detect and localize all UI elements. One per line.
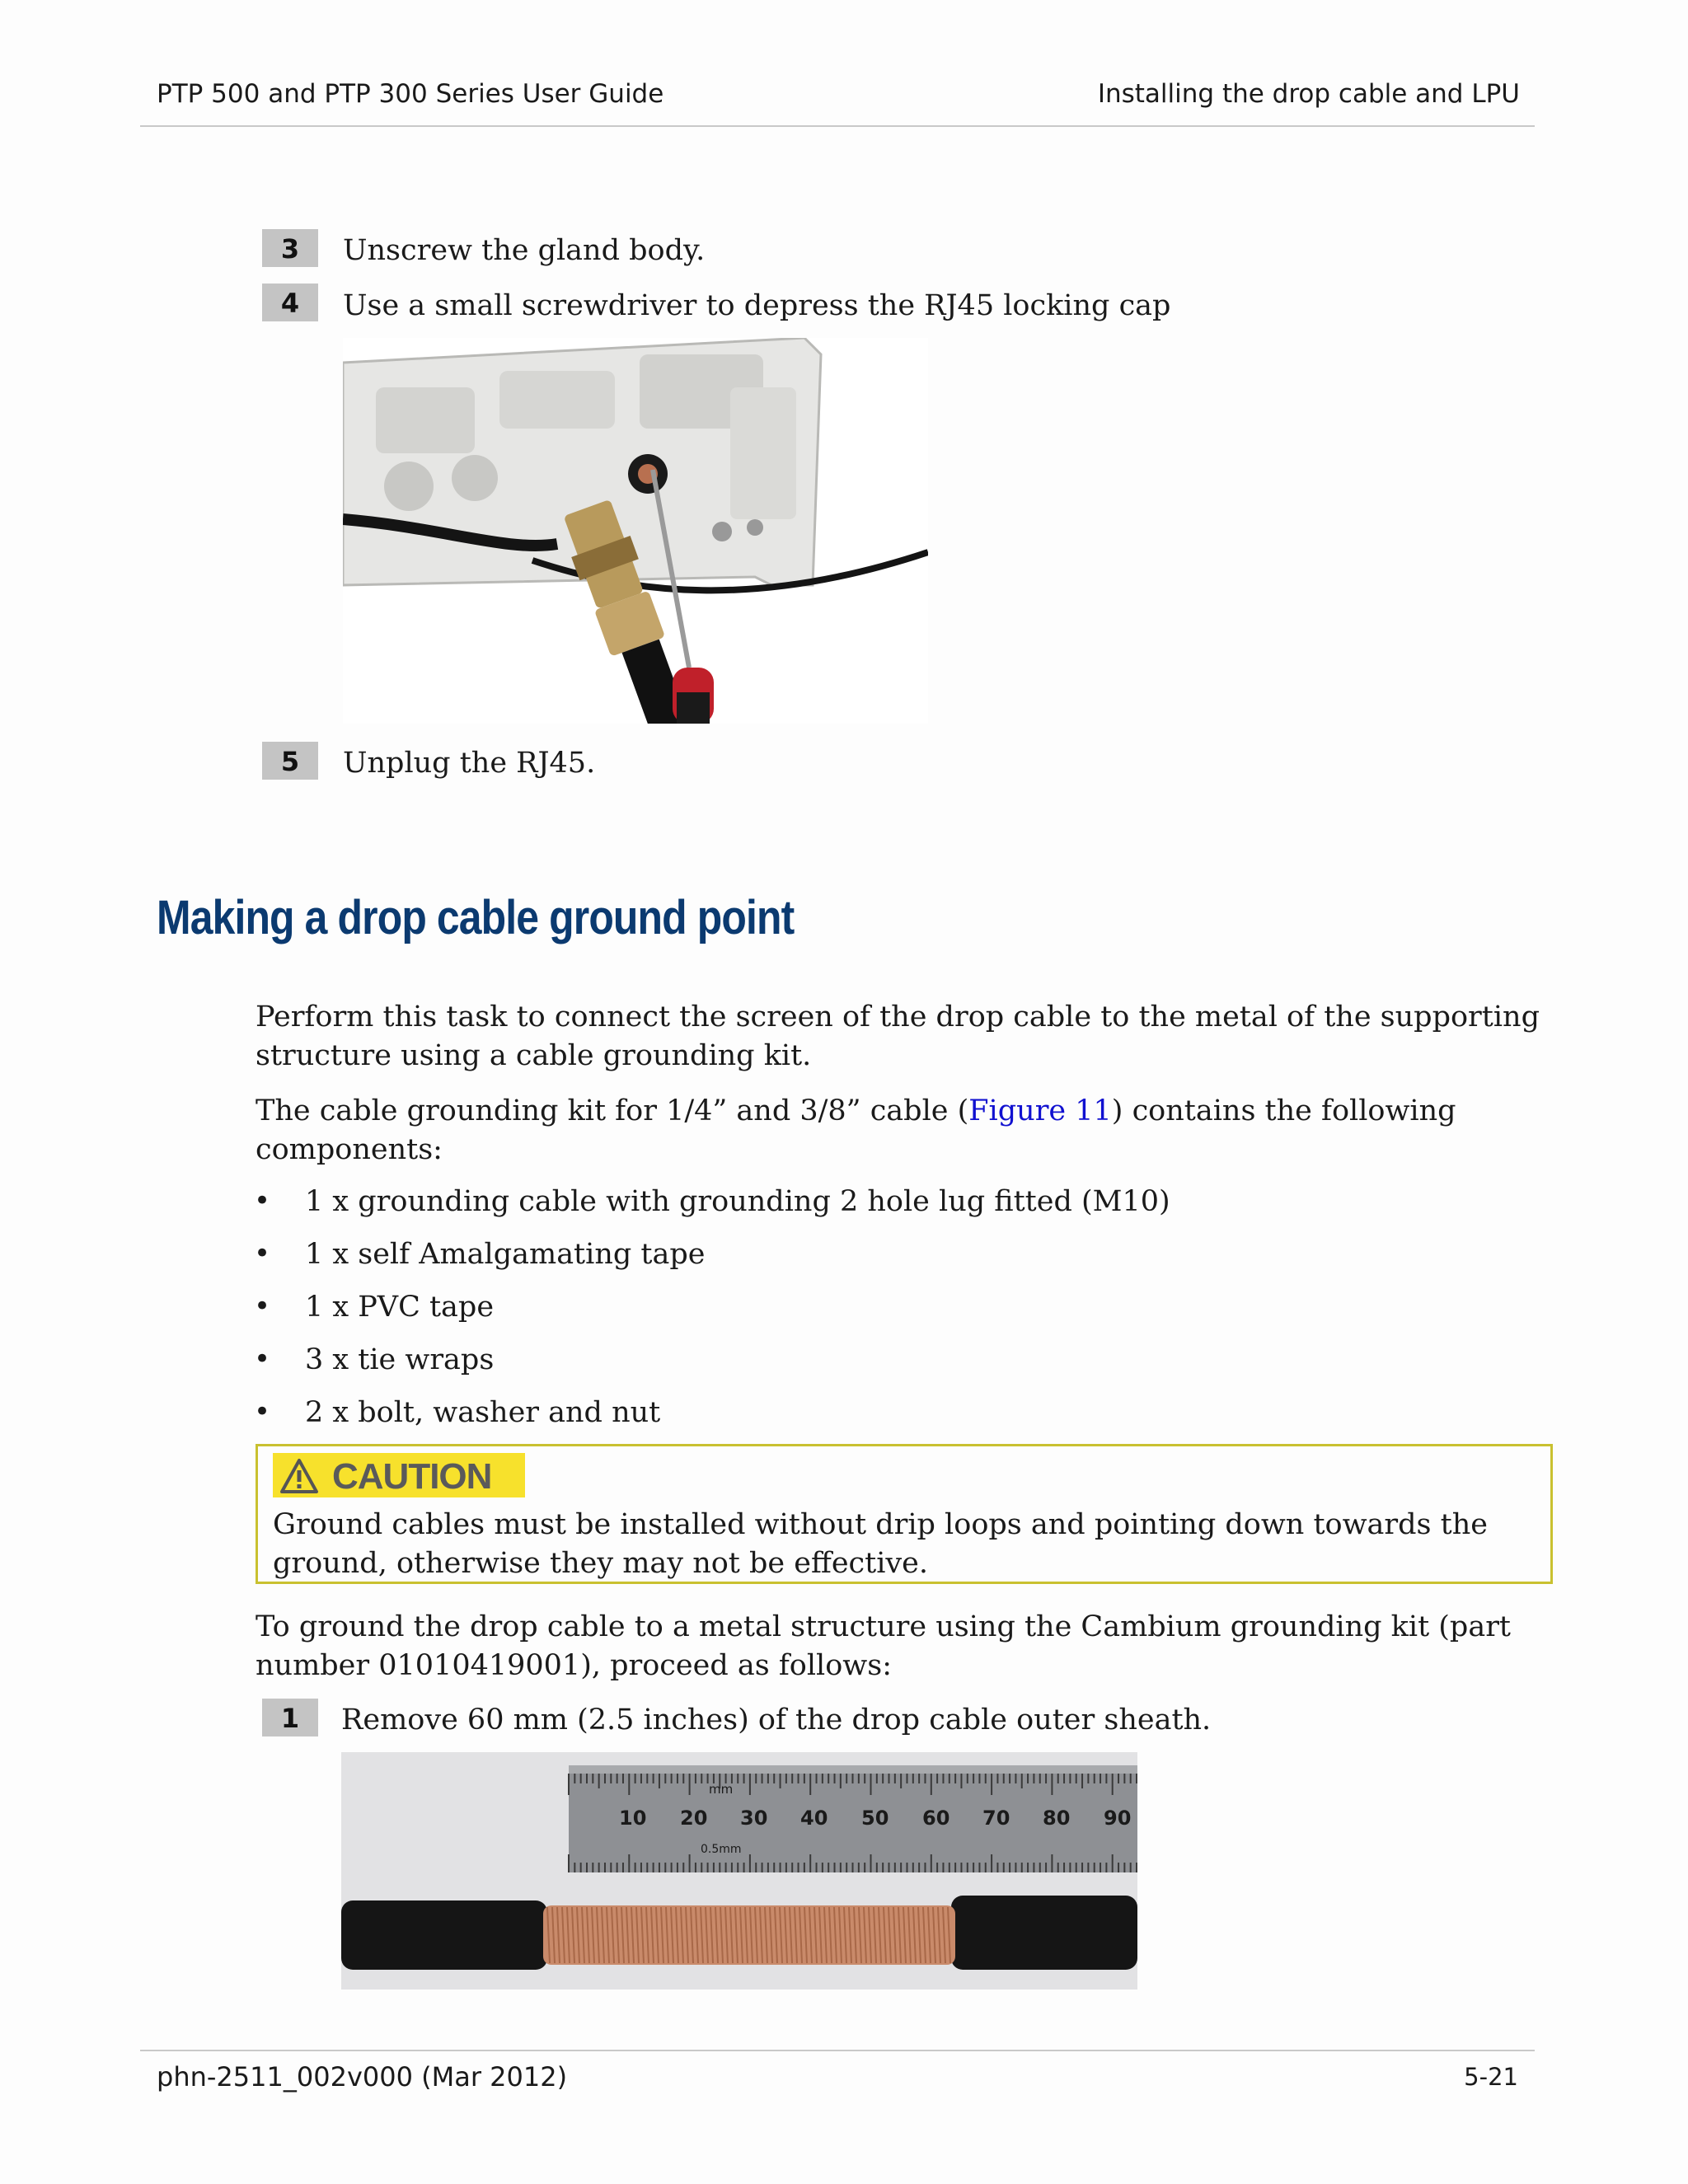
ruler-tick-label: 10: [619, 1807, 647, 1830]
warning-triangle-icon: [279, 1458, 319, 1494]
list-item: 1 x grounding cable with grounding 2 hole lug fitted (M10): [305, 1185, 1170, 1218]
header-rule: [140, 125, 1535, 127]
step-number: 3: [262, 229, 318, 267]
list-item: 3 x tie wraps: [305, 1343, 495, 1376]
intro-paragraph: Perform this task to connect the screen of the drop cable to the metal of the supporting structure using a cable grounding kit.: [256, 1001, 1540, 1072]
rj45-locking-cap-photo: [343, 338, 928, 724]
bullet-icon: •: [254, 1237, 271, 1270]
figure-link[interactable]: Figure 11: [968, 1094, 1112, 1127]
footer-rule: [140, 2050, 1535, 2051]
kit-paragraph: [256, 1092, 1541, 1169]
caution-box: [256, 1444, 1553, 1584]
footer-doc-id: phn-2511_002v000 (Mar 2012): [157, 2061, 568, 2093]
list-item: 1 x self Amalgamating tape: [305, 1238, 706, 1271]
caution-text: Ground cables must be installed without drip loops and pointing down towards the ground, otherwise they may not be effective.: [273, 1508, 1488, 1580]
caution-label: [273, 1453, 525, 1497]
ruler-tick-label: 30: [740, 1807, 768, 1830]
bullet-icon: •: [254, 1184, 271, 1217]
footer-page-number: 5-21: [1464, 2063, 1518, 2091]
kit-text-before: The cable grounding kit for 1/4” and 3/8” cable (: [256, 1094, 969, 1127]
bullet-icon: •: [254, 1290, 271, 1323]
step-number: 4: [262, 284, 318, 321]
list-item: 1 x PVC tape: [305, 1291, 495, 1324]
bullet-icon: •: [254, 1343, 271, 1376]
stripped-cable-photo: [341, 1752, 1137, 1990]
step-number: 1: [262, 1699, 318, 1736]
caution-word: CAUTION: [332, 1456, 492, 1497]
step-text: Remove 60 mm (2.5 inches) of the drop cable outer sheath.: [341, 1704, 1212, 1736]
ruler-tick-label: 50: [861, 1807, 889, 1830]
kit-text-after: ) contains the following components:: [256, 1094, 1456, 1166]
procedure-intro: To ground the drop cable to a metal structure using the Cambium grounding kit (part number 01010419001), proceed as follows:: [256, 1610, 1511, 1682]
ruler-tick-label: 20: [680, 1807, 708, 1830]
ruler-subunit-label: 0.5mm: [701, 1843, 742, 1856]
list-item: 2 x bolt, washer and nut: [305, 1396, 661, 1429]
section-heading: Making a drop cable ground point: [157, 891, 795, 944]
step-text: Use a small screwdriver to depress the RJ45 locking cap: [343, 289, 1171, 322]
step-text: Unscrew the gland body.: [343, 234, 706, 267]
ruler-tick-label: 90: [1104, 1807, 1132, 1830]
ruler-tick-label: 70: [982, 1807, 1010, 1830]
header-section-title: Installing the drop cable and LPU: [1097, 79, 1520, 109]
ruler-tick-label: 60: [922, 1807, 950, 1830]
header-doc-title: PTP 500 and PTP 300 Series User Guide: [157, 79, 664, 109]
bullet-icon: •: [254, 1395, 271, 1428]
step-number: 5: [262, 742, 318, 780]
ruler-tick-label: 40: [800, 1807, 828, 1830]
step-text: Unplug the RJ45.: [343, 747, 596, 780]
ruler-tick-label: 80: [1043, 1807, 1071, 1830]
ruler-and-cable-drawing: [341, 1752, 1137, 1990]
ruler-unit-label: mm: [709, 1782, 734, 1797]
